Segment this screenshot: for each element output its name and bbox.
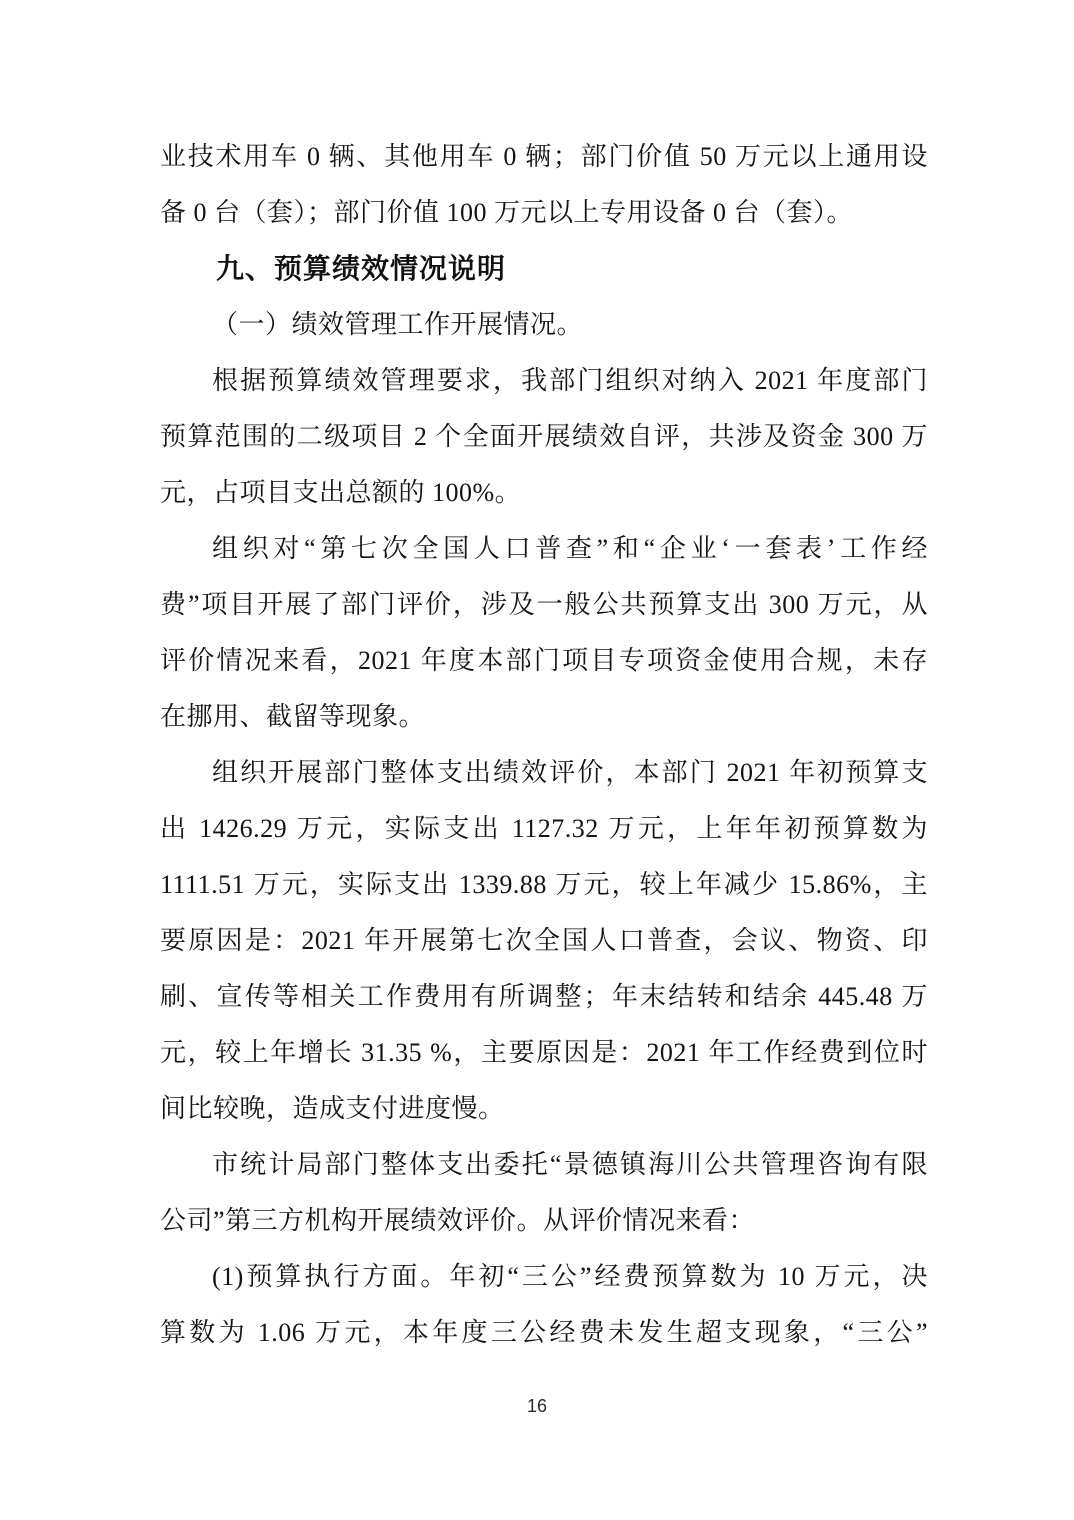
text-line: 在挪用、截留等现象。 (160, 702, 426, 731)
text-line: 公司”第三方机构开展绩效评价。从评价情况来看： (160, 1206, 756, 1235)
text-line: 间比较晚，造成支付进度慢。 (160, 1094, 505, 1123)
subsection-title: （一）绩效管理工作开展情况。 (212, 310, 584, 339)
document-body (160, 129, 928, 1361)
text-line: 组织开展部门整体支出绩效评价，本部门 2021 年初预算支 (212, 758, 928, 787)
text-line: 出 1426.29 万元，实际支出 1127.32 万元，上年年初预算数为 (160, 814, 928, 843)
text-line: 预算范围的二级项目 2 个全面开展绩效自评，共涉及资金 300 万 (160, 422, 928, 451)
text-line: 备 0 台（套）；部门价值 100 万元以上专用设备 0 台（套）。 (160, 198, 854, 227)
text-line: 要原因是：2021 年开展第七次全国人口普查，会议、物资、印 (160, 926, 928, 955)
text-line: (1)预算执行方面。年初“三公”经费预算数为 10 万元，决 (212, 1262, 928, 1291)
text-line: 市统计局部门整体支出委托“景德镇海川公共管理咨询有限 (212, 1150, 928, 1179)
text-line: 评价情况来看，2021 年度本部门项目专项资金使用合规，未存 (160, 646, 928, 675)
text-line: 算数为 1.06 万元，本年度三公经费未发生超支现象，“三公” (160, 1318, 928, 1347)
page-number: 16 (526, 1396, 548, 1416)
text-line: 费”项目开展了部门评价，涉及一般公共预算支出 300 万元，从 (160, 590, 928, 619)
text-line: 刷、宣传等相关工作费用有所调整；年末结转和结余 445.48 万 (160, 982, 928, 1011)
text-line: 业技术用车 0 辆、其他用车 0 辆；部门价值 50 万元以上通用设 (160, 142, 928, 171)
text-line: 1111.51 万元，实际支出 1339.88 万元，较上年减少 15.86%，主 (160, 870, 928, 899)
text-line: 元，较上年增长 31.35 %，主要原因是：2021 年工作经费到位时 (160, 1038, 928, 1067)
text-line: 组织对“第七次全国人口普查”和“企业‘一套表’工作经 (212, 534, 928, 563)
text-line: 根据预算绩效管理要求，我部门组织对纳入 2021 年度部门 (212, 366, 928, 395)
text-line: 元，占项目支出总额的 100%。 (160, 478, 522, 507)
section-heading: 九、预算绩效情况说明 (216, 253, 507, 284)
